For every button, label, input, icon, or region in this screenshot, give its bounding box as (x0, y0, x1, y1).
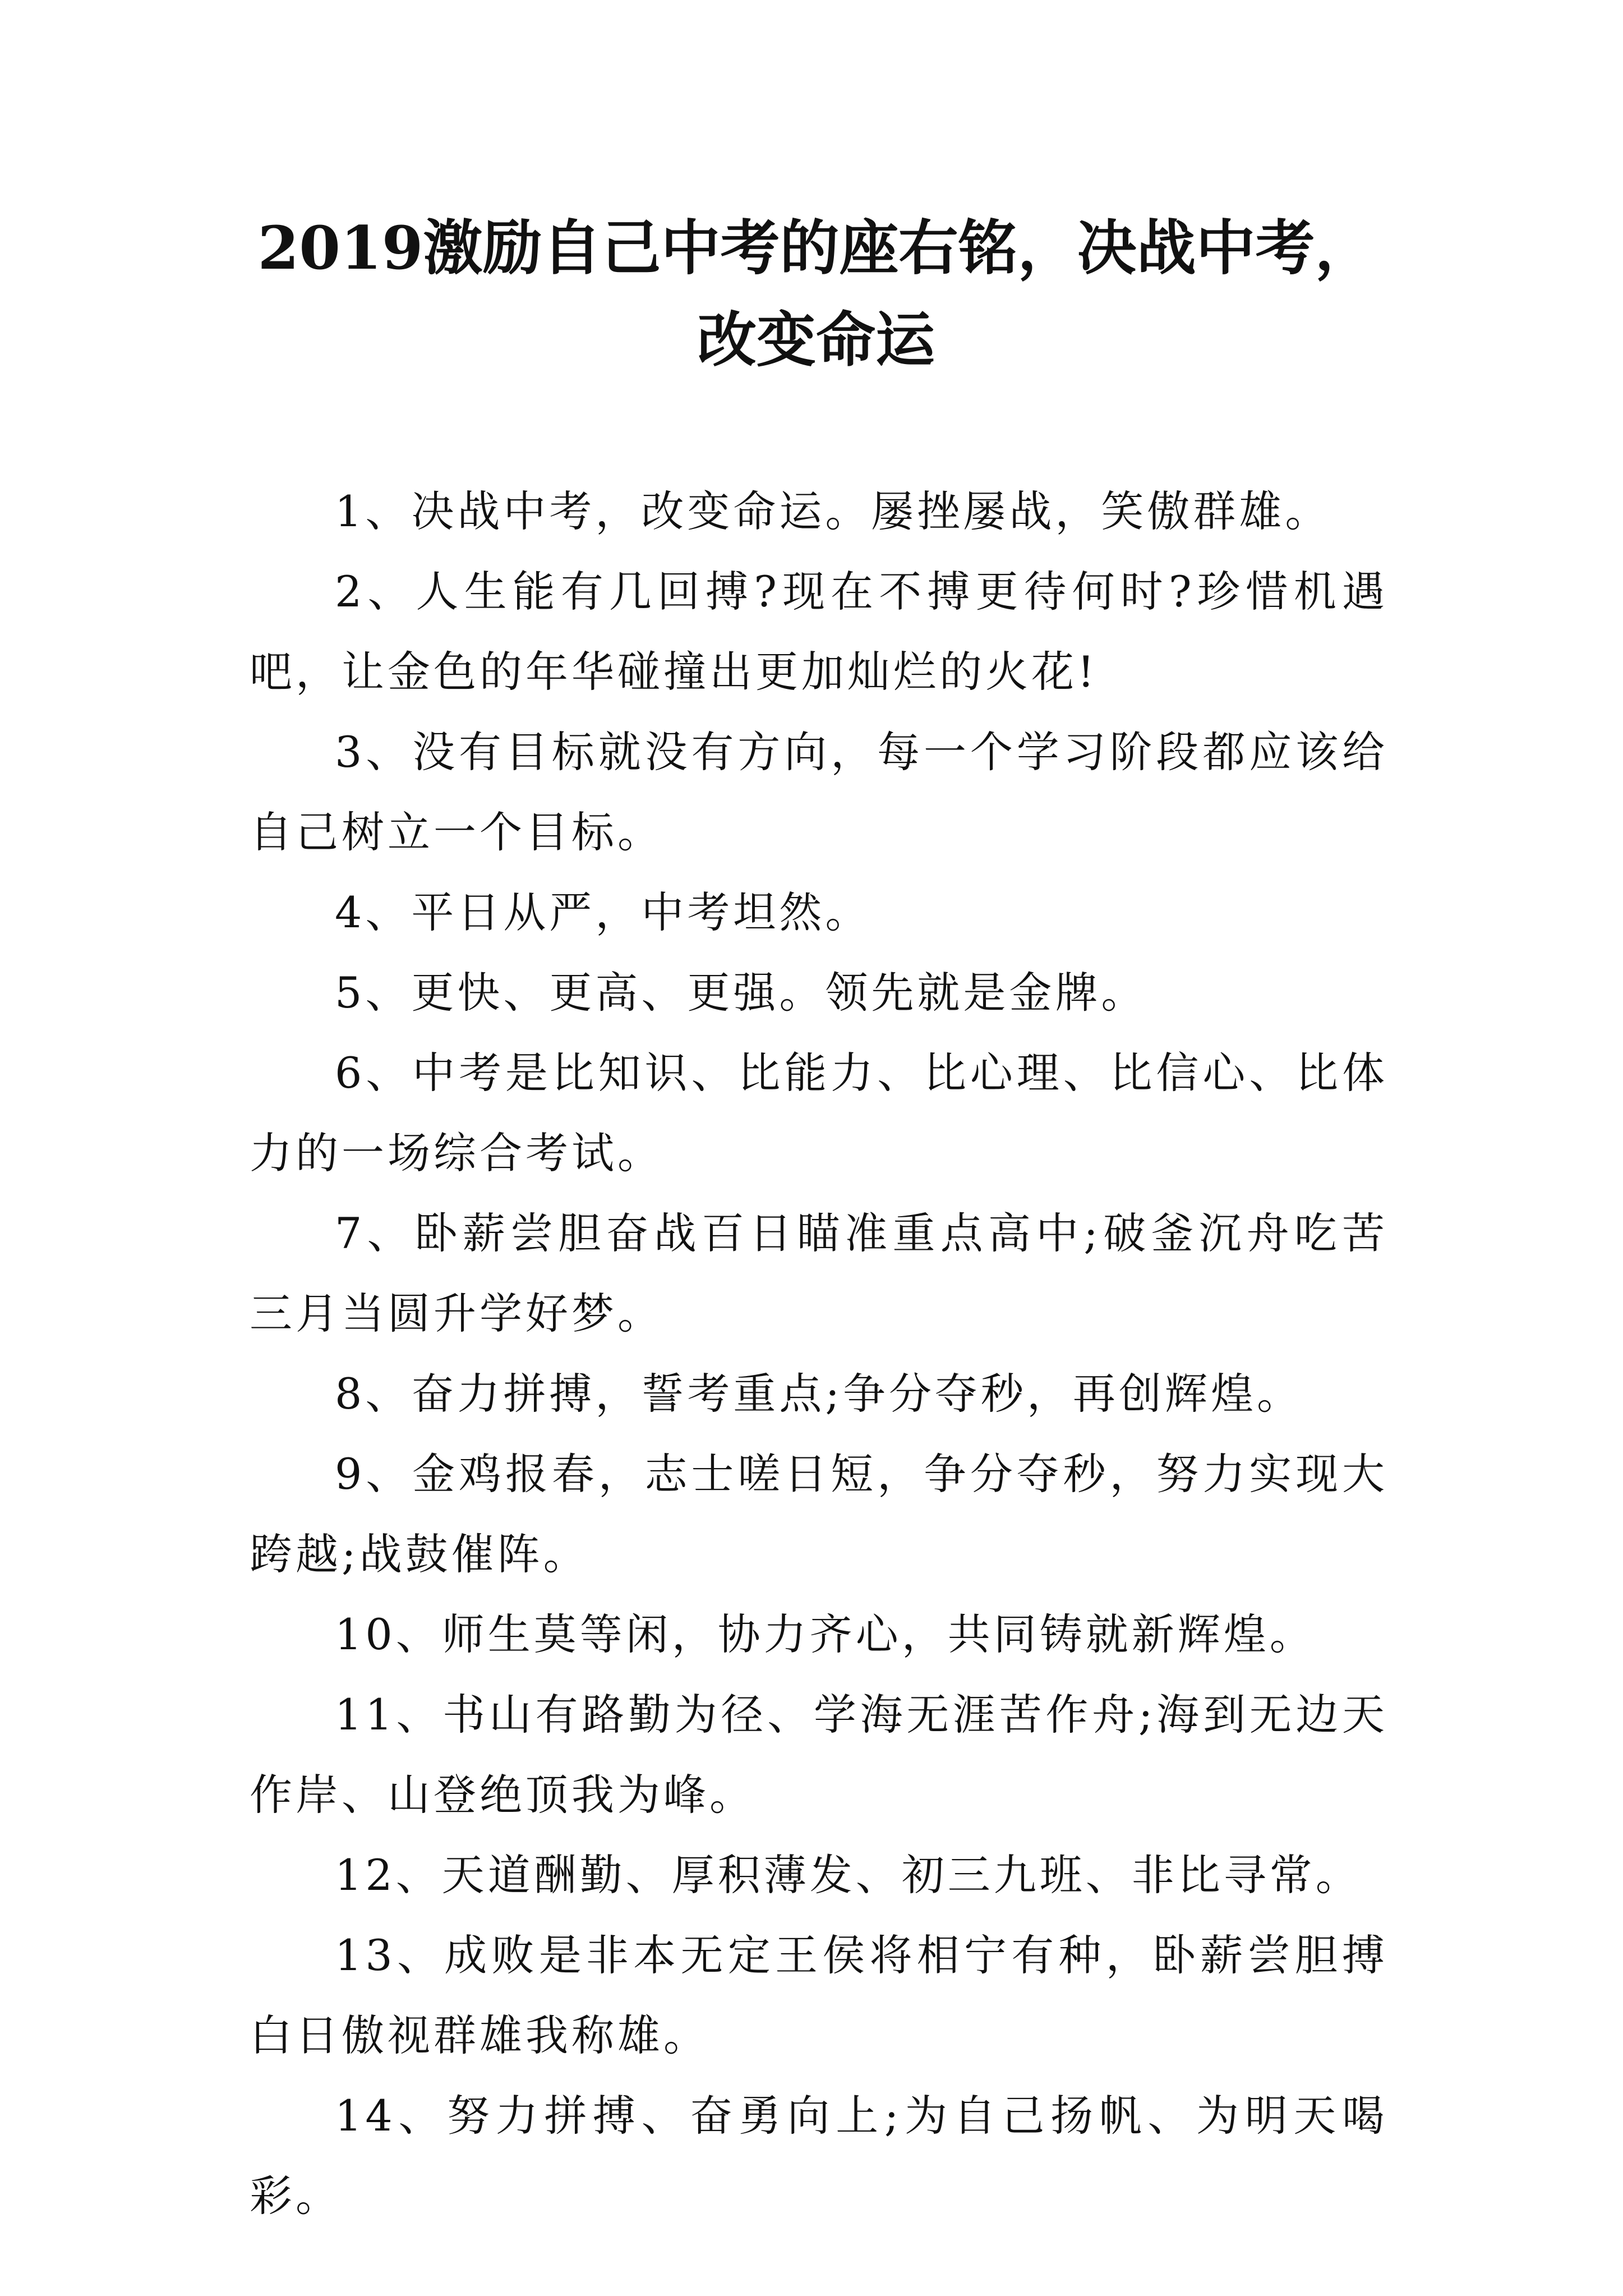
document-body (250, 471, 1388, 2236)
paragraph-4: 4、平日从严，中考坦然。 (335, 887, 872, 937)
paragraph-1: 1、决战中考，改变命运。屡挫屡战，笑傲群雄。 (335, 486, 1331, 536)
paragraph-9: 9、金鸡报春，志士嗟日短，争分夺秒，努力实现大跨越;战鼓催阵。 (250, 1449, 1388, 1579)
paragraph-7: 7、卧薪尝胆奋战百日瞄准重点高中;破釜沉舟吃苦三月当圆升学好梦。 (250, 1208, 1388, 1338)
paragraph-13: 13、成败是非本无定王侯将相宁有种，卧薪尝胆搏白日傲视群雄我称雄。 (250, 1930, 1388, 2060)
paragraph-3: 3、没有目标就没有方向，每一个学习阶段都应该给自己树立一个目标。 (250, 727, 1388, 857)
paragraph-8: 8、奋力拼搏，誓考重点;争分夺秒，再创辉煌。 (335, 1369, 1303, 1419)
paragraph-14: 14、努力拼搏、奋勇向上;为自己扬帆、为明天喝彩。 (250, 2091, 1388, 2221)
document-title: 2019激励自己中考的座右铭，决战中考，改变命运 (257, 213, 1375, 375)
paragraph-2: 2、人生能有几回搏?现在不搏更待何时?珍惜机遇吧，让金色的年华碰撞出更加灿烂的火花! (250, 567, 1388, 697)
paragraph-11: 11、书山有路勤为径、学海无涯苦作舟;海到无边天作岸、山登绝顶我为峰。 (250, 1690, 1388, 1820)
paragraph-5: 5、更快、更高、更强。领先就是金牌。 (335, 968, 1147, 1018)
paragraph-6: 6、中考是比知识、比能力、比心理、比信心、比体力的一场综合考试。 (250, 1048, 1388, 1178)
paragraph-10: 10、师生莫等闲，协力齐心，共同铸就新辉煌。 (335, 1609, 1316, 1659)
paragraph-12: 12、天道酬勤、厚积薄发、初三九班、非比寻常。 (335, 1850, 1362, 1900)
